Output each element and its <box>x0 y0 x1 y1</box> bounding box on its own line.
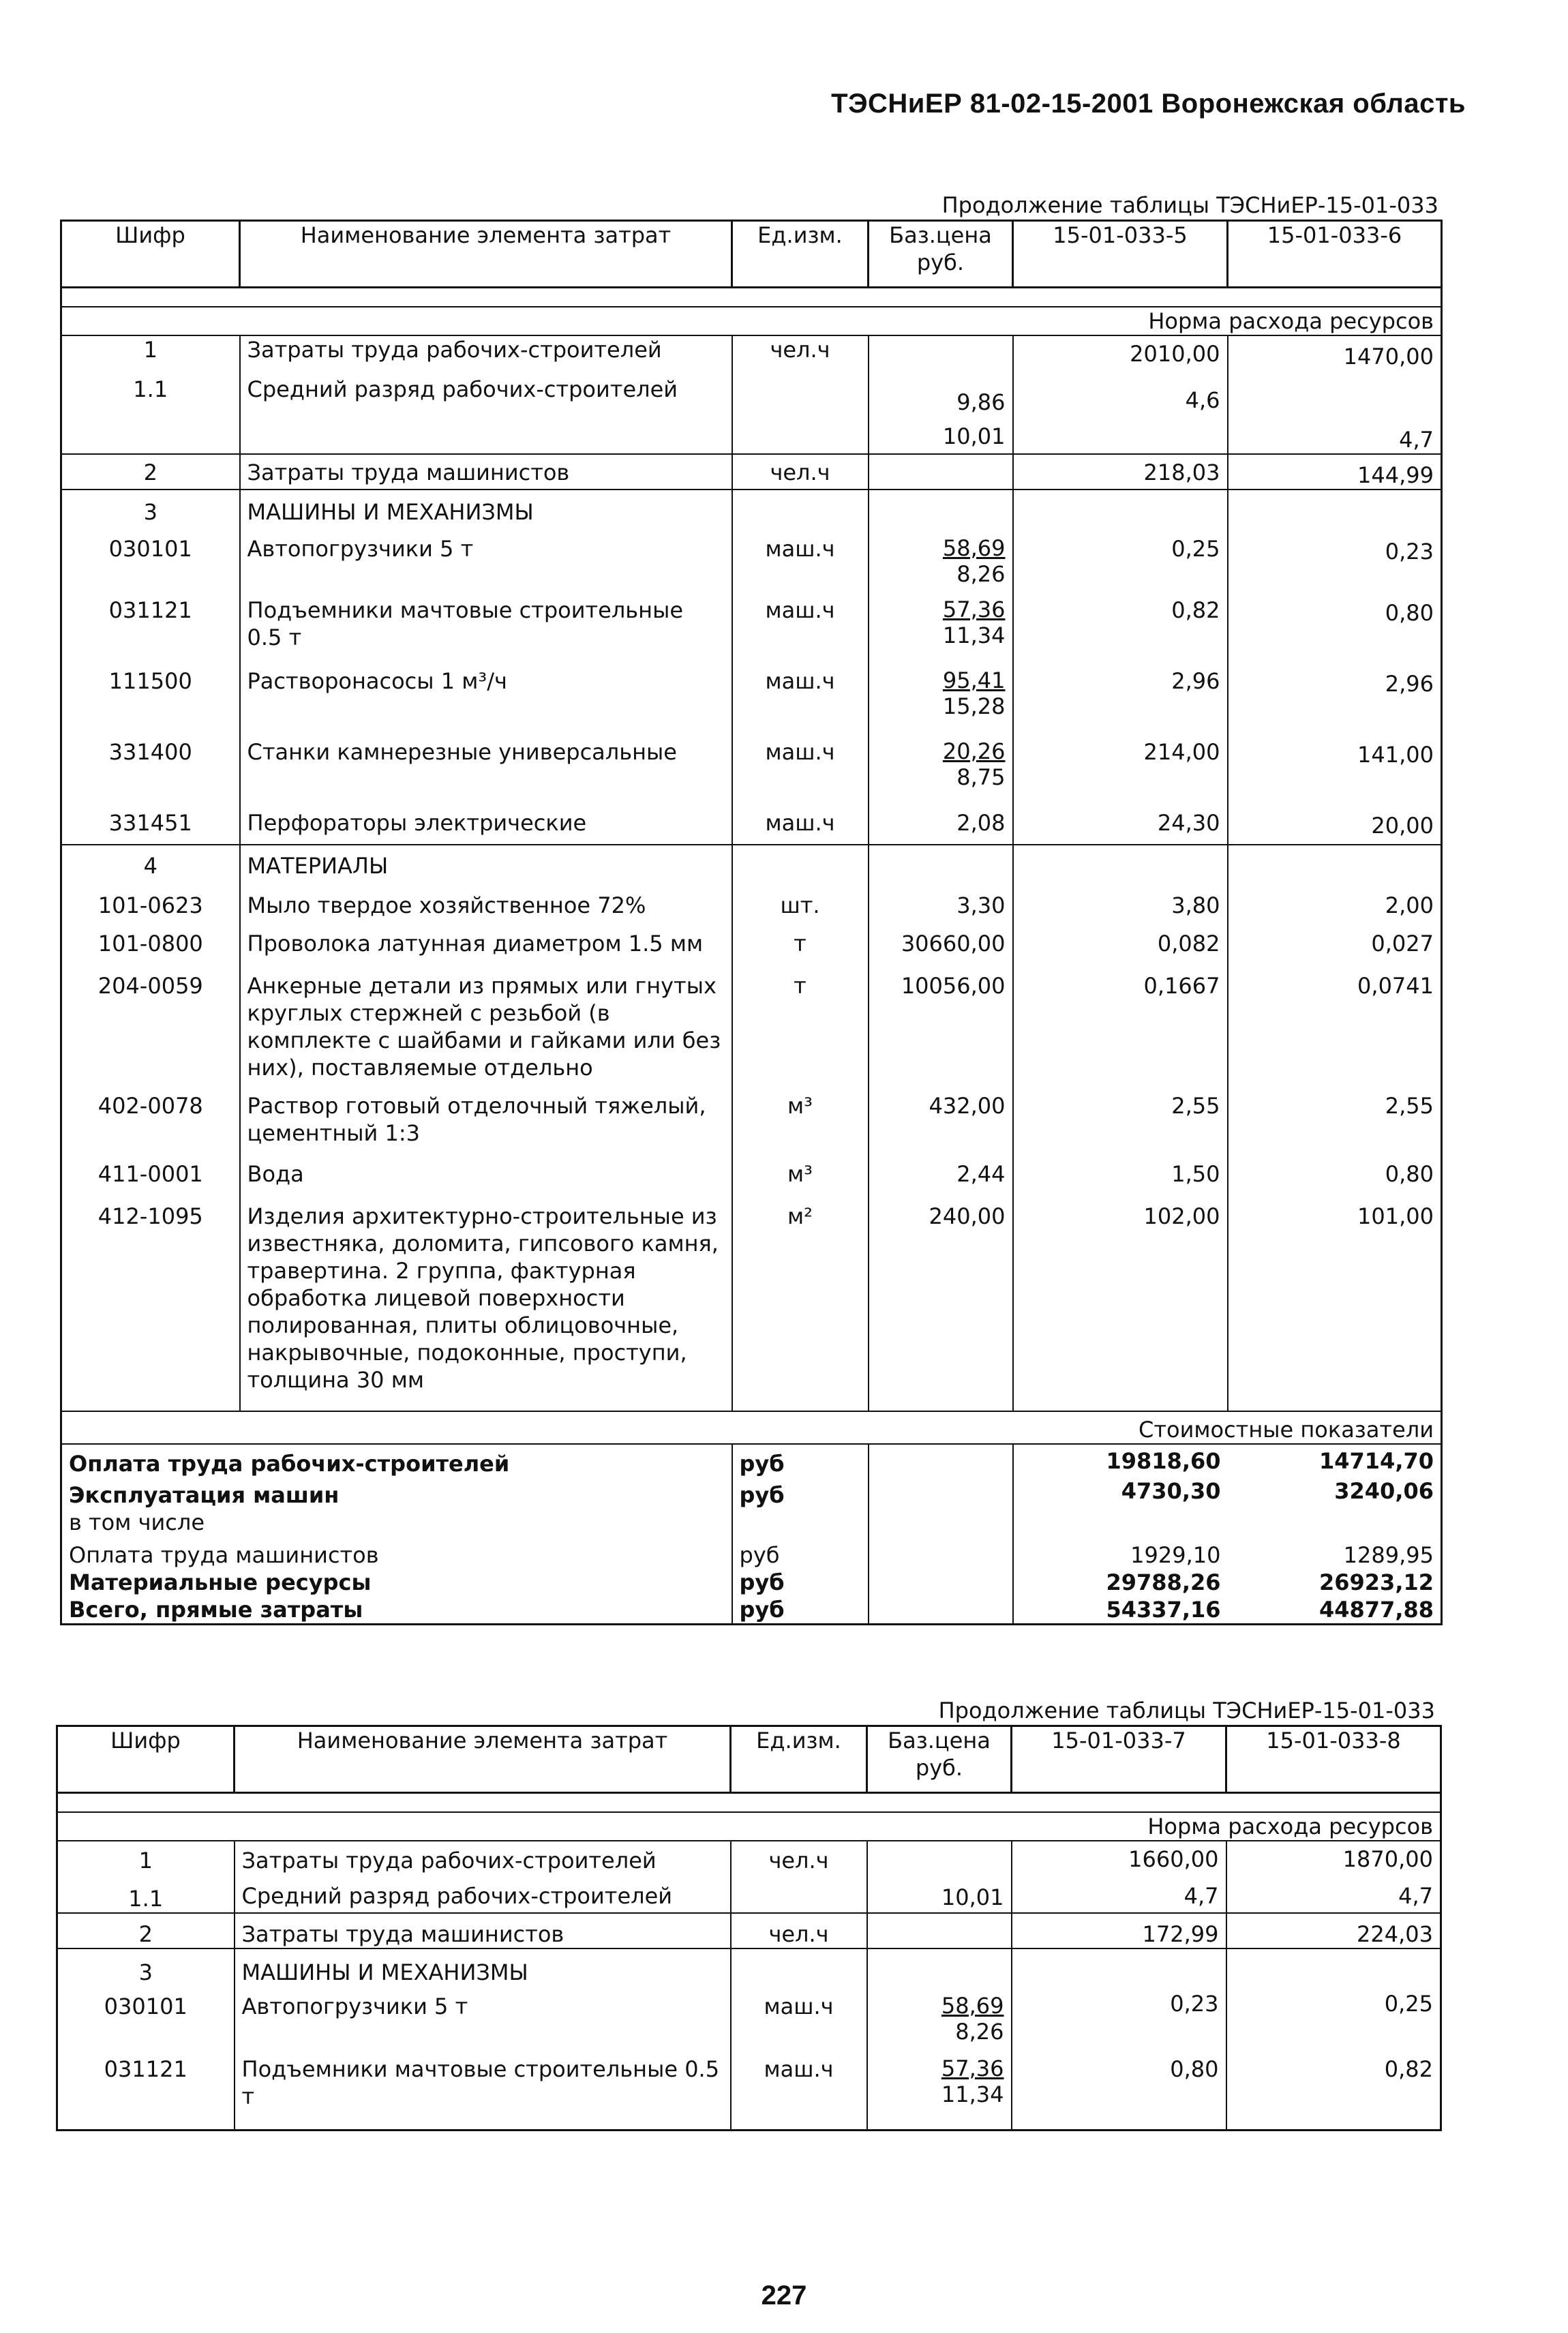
table-row: 030101 Автопогрузчики 5 т маш.ч 58,69 8,26 0,23 0,25 <box>57 1986 1441 2056</box>
table2 <box>56 1725 1442 2131</box>
summary-row: Эксплуатация машин руб 4730,30 3240,06 <box>61 1477 1442 1509</box>
summary-row: Оплата труда рабочих-строителей руб 19818,60 14714,70 <box>61 1444 1442 1477</box>
section-norm: Норма расхода ресурсов <box>57 1812 1441 1841</box>
summary-row: Всего, прямые затраты руб 54337,16 44877,88 <box>61 1596 1442 1625</box>
col-header-b: 15-01-033-8 <box>1226 1726 1441 1793</box>
col-header-name: Наименование элемента затрат <box>240 221 732 288</box>
table-row: 111500 Растворонасосы 1 м³/ч маш.ч 95,41 15,28 2,96 2,96 <box>61 667 1442 738</box>
table-row: 402-0078 Раствор готовый отделочный тяжелый, цементный 1:3 м³ 432,00 2,55 2,55 <box>61 1092 1442 1160</box>
table-row: 031121 Подъемники мачтовые строительные 0.5 т маш.ч 57,36 11,34 0,80 0,82 <box>57 2056 1441 2131</box>
page-header: ТЭСНиЕР 81-02-15-2001 Воронежская область <box>831 89 1466 119</box>
table1 <box>60 220 1443 1625</box>
col-header-price: Баз.цена руб. <box>867 1726 1012 1793</box>
col-header-a: 15-01-033-7 <box>1012 1726 1226 1793</box>
table1-caption: Продолжение таблицы ТЭСНиЕР-15-01-033 <box>941 192 1438 218</box>
table1-header-row <box>61 221 1442 288</box>
table-row: 412-1095 Изделия архитектурно-строительные из известняка, доломита, гипсового камня, травертина. 2 группа, фактурная обработка лицевой поверхности полированная, плиты облицовочные, накрывочные, подоконные, проступи, толщина 30 мм м² 240,00 102,00 101,00 <box>61 1203 1442 1411</box>
table-row: 2 Затраты труда машинистов чел.ч 172,99 224,03 <box>57 1913 1441 1948</box>
col-header-unit: Ед.изм. <box>731 1726 867 1793</box>
col-header-code: Шифр <box>61 221 240 288</box>
col-header-code: Шифр <box>57 1726 235 1793</box>
table-row: 1.1 Средний разряд рабочих-строителей 9,86 10,01 4,6 4,7 <box>61 370 1442 454</box>
table-row: 411-0001 Вода м³ 2,44 1,50 0,80 <box>61 1160 1442 1203</box>
table-row: 331400 Станки камнерезные универсальные маш.ч 20,26 8,75 214,00 141,00 <box>61 738 1442 809</box>
col-header-price: Баз.цена руб. <box>869 221 1013 288</box>
table-row: 1 Затраты труда рабочих-строителей чел.ч 2010,00 1470,00 <box>61 335 1442 370</box>
table-row: 331451 Перфораторы электрические маш.ч 2,08 24,30 20,00 <box>61 809 1442 845</box>
table-row: 030101 Автопогрузчики 5 т маш.ч 58,69 8,26 0,25 0,23 <box>61 526 1442 597</box>
section-norm: Норма расхода ресурсов <box>61 307 1442 335</box>
table-row: 4 МАТЕРИАЛЫ <box>61 845 1442 879</box>
table-row: 1.1 Средний разряд рабочих-строителей 10,01 4,7 4,7 <box>57 1874 1441 1913</box>
col-header-unit: Ед.изм. <box>732 221 869 288</box>
table-row: 101-0800 Проволока латунная диаметром 1.5 мм т 30660,00 0,082 0,027 <box>61 923 1442 965</box>
table2-caption: Продолжение таблицы ТЭСНиЕР-15-01-033 <box>938 1698 1435 1724</box>
table-row: 031121 Подъемники мачтовые строительные 0.5 т маш.ч 57,36 11,34 0,82 0,80 <box>61 597 1442 667</box>
table2-header-row <box>57 1726 1441 1793</box>
table-row: 1 Затраты труда рабочих-строителей чел.ч 1660,00 1870,00 <box>57 1841 1441 1874</box>
page-number: 227 <box>761 2281 807 2311</box>
table-row: 3 МАШИНЫ И МЕХАНИЗМЫ <box>61 490 1442 526</box>
table-row: 101-0623 Мыло твердое хозяйственное 72% шт. 3,30 3,80 2,00 <box>61 879 1442 923</box>
section-cost: Стоимостные показатели <box>61 1411 1442 1444</box>
table-row: 204-0059 Анкерные детали из прямых или гнутых круглых стержней с резьбой (в комплекте с шайбами и гайками или без них), поставляемые отдельно т 10056,00 0,1667 0,0741 <box>61 965 1442 1092</box>
col-header-a: 15-01-033-5 <box>1013 221 1228 288</box>
summary-row: Материальные ресурсы руб 29788,26 26923,12 <box>61 1569 1442 1596</box>
table-row: 3 МАШИНЫ И МЕХАНИЗМЫ <box>57 1948 1441 1986</box>
col-header-b: 15-01-033-6 <box>1228 221 1442 288</box>
table-row: 2 Затраты труда машинистов чел.ч 218,03 144,99 <box>61 454 1442 490</box>
summary-row: в том числе <box>61 1509 1442 1536</box>
col-header-name: Наименование элемента затрат <box>235 1726 731 1793</box>
summary-row: Оплата труда машинистов руб 1929,10 1289,95 <box>61 1536 1442 1569</box>
